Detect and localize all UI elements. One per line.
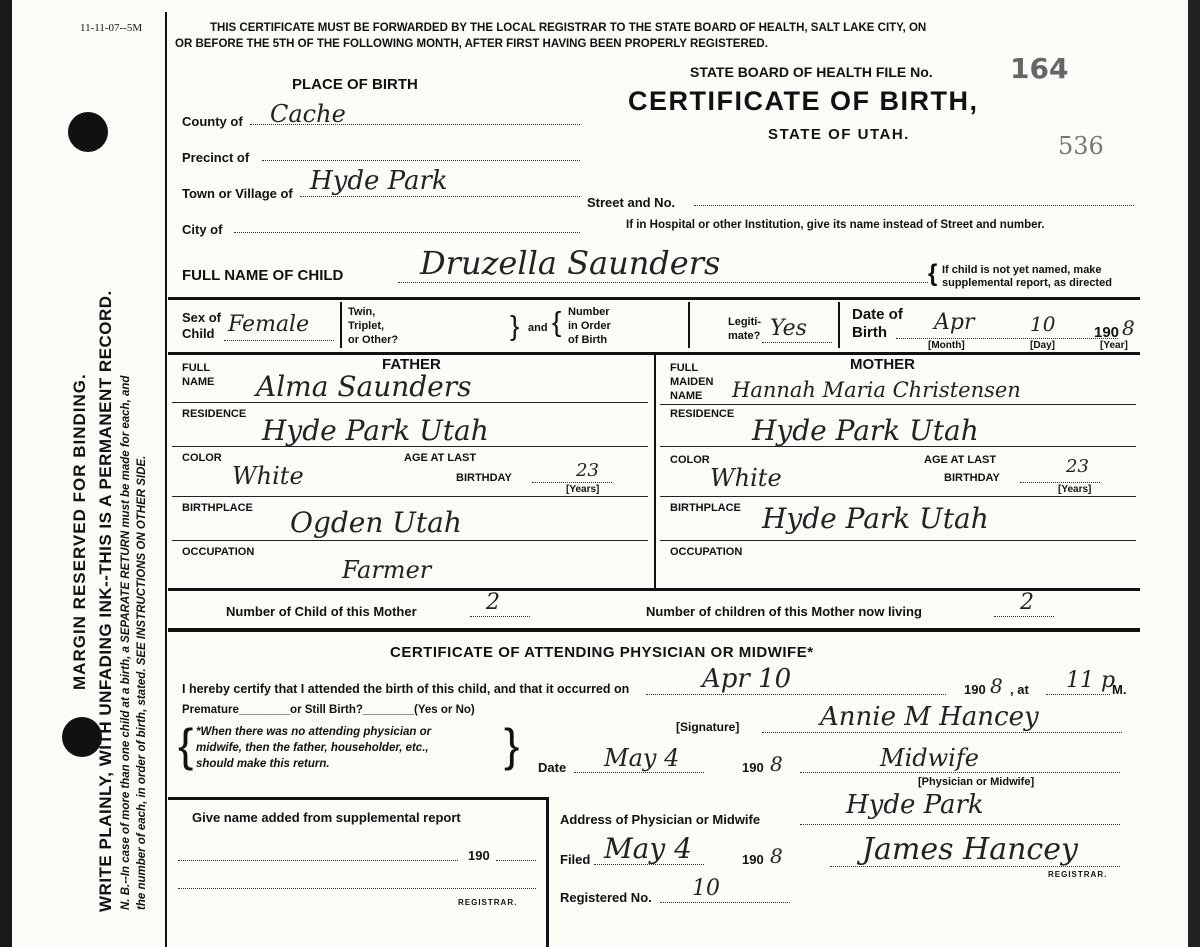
sex-label-2: Child	[182, 326, 215, 341]
birth-certificate: 11-11-07--5M MARGIN RESERVED FOR BINDING. WRITE PLAINLY, WITH UNFADING INK--THIS IS A PERMANENT RECORD. N. B.--In case of more than one child at a birth, a SEPARATE RETURN must be made for each, and the number of each, in order of birth, stated. SEE INSTRUCTIONS ON OTHER SIDE. THIS CERTIFICATE MUST BE FORWARDED BY THE LOCAL REGISTRAR TO THE STATE BOARD OF HEALTH, SALT LAKE CITY, ON OR BEFORE THE 5TH OF THE FOLLOWING MONTH, AFTER FIRST HAVING BEEN PROPERLY REGISTERED. PLACE OF BIRTH STATE BOARD OF HEALTH FILE No. 164 CERTIFICATE OF BIRTH, STATE OF UTAH. 536 County of Cache Precinct of Town or Village of Hyde Park City of Street and No. If in Hospital or other Institution, give its name instead of Street and number. FULL NAME OF CHILD Druzella Saunders { If child is not yet named, make supplemental report, as directed Sex of Child Female Twin, Triplet, or Other? } and { Number in Order of Birth Legiti- mate? Yes Date of Birth Apr 10 190 8 [Month] [Day] [Year] FATHER FULL NAME Alma Saunders RESIDENCE Hyde Park Utah COLOR White AGE AT LAST BIRTHDAY 23 [Years] BIRTHPLACE Ogden Utah OCCUPATION Farmer MOTHER FULL MAIDEN NAME Hannah Maria Christensen RESIDENCE Hyde Park Utah COLOR White AGE AT LAST BIRTHDAY 23 [Years] BIRTHPLACE Hyde Park Utah OCCUPATION Number of Child of this Mother 2 Number of children of this Mother now living 2 CERTIFICATE OF ATTENDING PHYSICIAN OR MIDWIFE* I hereby certify that I attended the birth of this child, and that it occurred on Apr 10 190 8 , at 11 p M. Premature________or Still Birth?________(Yes or No) [Signature] Annie M Hancey { *When there was no attending physician or midwife, then the father, householder, etc., should make this return. } Date May 4 190 8 Midwife [Physician or Midwife] Give name added from supplemental report 190 REGISTRAR. Address of Physician or Midwife Hyde Park Filed May 4 190 8 James Hancey REGISTRAR. Registered No. 10	[0, 0, 1200, 947]
father-residence-value: Hyde Park Utah	[262, 414, 489, 447]
registered-label: Registered No.	[560, 890, 652, 905]
legit-label-2: mate?	[728, 330, 761, 342]
father-color-label: COLOR	[182, 452, 222, 464]
certificate-title: CERTIFICATE OF BIRTH,	[628, 86, 979, 116]
mother-birthplace-label: BIRTHPLACE	[670, 502, 741, 514]
registrar-signature: James Hancey	[862, 832, 1078, 867]
birth-year-hw: 8	[1122, 316, 1135, 340]
order-label-3: of Birth	[568, 334, 608, 346]
date-signed-year-hw: 8	[770, 752, 783, 776]
name-note-1: If child is not yet named, make	[942, 264, 1102, 276]
county-label: County of	[182, 114, 243, 129]
legit-value: Yes	[770, 316, 807, 341]
signature-label: [Signature]	[676, 720, 740, 734]
town-value: Hyde Park	[310, 166, 448, 196]
date-signed-year-print: 190	[742, 760, 764, 775]
child-name-value: Druzella Saunders	[420, 244, 721, 282]
no-physician-note-1: *When there was no attending physician or	[196, 726, 432, 738]
attend-heading: CERTIFICATE OF ATTENDING PHYSICIAN OR MIDWIFE*	[390, 644, 814, 661]
name-note-2: supplemental report, as directed	[942, 277, 1112, 289]
supplemental-year: 190	[468, 848, 490, 863]
supplemental-heading: Give name added from supplemental report	[192, 810, 461, 825]
attend-year-print: 190	[964, 682, 986, 697]
twin-label-1: Twin,	[348, 306, 376, 318]
father-color-value: White	[232, 462, 304, 490]
no-physician-note-3: should make this return.	[196, 758, 330, 770]
date-signed-value: May 4	[604, 744, 680, 772]
filed-year-print: 190	[742, 852, 764, 867]
filed-label: Filed	[560, 852, 591, 867]
father-birthplace-label: BIRTHPLACE	[182, 502, 253, 514]
living-value: 2	[1020, 590, 1034, 615]
file-no-label: STATE BOARD OF HEALTH FILE No.	[690, 64, 933, 80]
no-physician-note-2: midwife, then the father, householder, etc.,	[196, 742, 429, 754]
father-name-value: Alma Saunders	[256, 370, 472, 403]
mother-color-label: COLOR	[670, 454, 710, 466]
father-years-caption: [Years]	[566, 484, 600, 495]
margin-nb-note-2: the number of each, in order of birth, stated. SEE INSTRUCTIONS ON OTHER SIDE.	[136, 455, 148, 910]
registrar-caption: REGISTRAR.	[1048, 870, 1108, 879]
physician-signature: Annie M Hancey	[820, 702, 1039, 732]
town-label: Town or Village of	[182, 186, 293, 201]
hospital-note: If in Hospital or other Institution, give its name instead of Street and number.	[626, 219, 1045, 231]
attend-at: , at	[1010, 682, 1029, 697]
legit-label-1: Legiti-	[728, 316, 761, 328]
birth-year-print: 190	[1094, 324, 1120, 341]
sex-value: Female	[228, 312, 310, 337]
attend-year-hw: 8	[990, 674, 1003, 698]
mother-name-label-3: NAME	[670, 390, 703, 402]
birth-day: 10	[1030, 312, 1056, 336]
child-name-label: FULL NAME OF CHILD	[182, 267, 344, 284]
date-of-birth-label-1: Date of	[852, 306, 903, 323]
father-name-label-1: FULL	[182, 362, 211, 374]
order-label-2: in Order	[568, 320, 611, 332]
attend-m: M.	[1112, 682, 1127, 697]
father-occupation-value: Farmer	[342, 556, 432, 584]
address-value: Hyde Park	[846, 790, 984, 820]
filed-year-hw: 8	[770, 844, 783, 868]
filed-date: May 4	[604, 832, 692, 865]
and-label: and	[528, 322, 548, 334]
forwarding-notice-1: THIS CERTIFICATE MUST BE FORWARDED BY THE LOCAL REGISTRAR TO THE STATE BOARD OF HEALTH, SALT LAKE CITY, ON	[210, 22, 927, 34]
role-caption: [Physician or Midwife]	[918, 776, 1035, 788]
father-heading: FATHER	[382, 356, 441, 373]
binding-hole-top	[68, 112, 108, 152]
father-name-label-2: NAME	[182, 376, 215, 388]
father-age-value: 23	[576, 460, 599, 481]
mother-age-label-2: BIRTHDAY	[944, 472, 1000, 484]
place-of-birth-heading: PLACE OF BIRTH	[292, 76, 418, 93]
father-occupation-label: OCCUPATION	[182, 546, 255, 558]
year-caption: [Year]	[1100, 340, 1128, 351]
day-caption: [Day]	[1030, 340, 1056, 351]
county-value: Cache	[270, 100, 346, 128]
father-birthplace-value: Ogden Utah	[290, 506, 462, 539]
name-brace: {	[928, 260, 938, 287]
premature-line: Premature________or Still Birth?________(Yes or No)	[182, 704, 475, 716]
order-label-1: Number	[568, 306, 610, 318]
date-of-birth-label-2: Birth	[852, 324, 887, 341]
certify-text: I hereby certify that I attended the birth of this child, and that it occurred on	[182, 682, 630, 696]
mother-residence-label: RESIDENCE	[670, 408, 735, 420]
living-label: Number of children of this Mother now living	[646, 604, 922, 619]
birth-month: Apr	[934, 310, 975, 335]
street-label: Street and No.	[587, 195, 676, 210]
sex-label-1: Sex of	[182, 310, 222, 325]
precinct-label: Precinct of	[182, 150, 250, 165]
state-line: STATE OF UTAH.	[768, 126, 910, 143]
role-value: Midwife	[880, 744, 979, 772]
child-number-label: Number of Child of this Mother	[226, 604, 417, 619]
mother-residence-value: Hyde Park Utah	[752, 414, 979, 447]
mother-age-label-1: AGE AT LAST	[924, 454, 997, 466]
form-code: 11-11-07--5M	[80, 22, 143, 34]
registered-no: 10	[692, 876, 720, 901]
twin-label-2: Triplet,	[348, 320, 385, 332]
child-number-value: 2	[486, 590, 500, 615]
mother-name-value: Hannah Maria Christensen	[732, 378, 1021, 402]
attend-time: 11 p	[1066, 668, 1116, 693]
mother-heading: MOTHER	[850, 356, 915, 373]
forwarding-notice-2: OR BEFORE THE 5TH OF THE FOLLOWING MONTH, AFTER FIRST HAVING BEEN PROPERLY REGISTERED.	[175, 38, 768, 50]
twin-label-3: or Other?	[348, 334, 399, 346]
left-border	[165, 12, 167, 947]
father-age-label-2: BIRTHDAY	[456, 472, 512, 484]
right-edge	[1188, 0, 1200, 947]
mother-name-label-1: FULL	[670, 362, 699, 374]
attend-date: Apr 10	[702, 664, 792, 694]
date-signed-label: Date	[538, 760, 567, 775]
mother-years-caption: [Years]	[1058, 484, 1092, 495]
mother-age-value: 23	[1066, 456, 1089, 477]
margin-permanent-note: WRITE PLAINLY, WITH UNFADING INK--THIS IS A PERMANENT RECORD.	[96, 290, 115, 912]
mother-color-value: White	[710, 464, 782, 492]
margin-number: 536	[1058, 132, 1104, 160]
father-age-label-1: AGE AT LAST	[404, 452, 477, 464]
mother-birthplace-value: Hyde Park Utah	[762, 502, 989, 535]
address-label: Address of Physician or Midwife	[560, 812, 761, 827]
margin-binding-note: MARGIN RESERVED FOR BINDING.	[70, 373, 89, 690]
city-label: City of	[182, 222, 223, 237]
mother-name-label-2: MAIDEN	[670, 376, 714, 388]
mother-occupation-label: OCCUPATION	[670, 546, 743, 558]
left-edge	[0, 0, 12, 947]
month-caption: [Month]	[928, 340, 965, 351]
file-no: 164	[1010, 52, 1069, 85]
father-residence-label: RESIDENCE	[182, 408, 247, 420]
margin-nb-note-1: N. B.--In case of more than one child at a birth, a SEPARATE RETURN must be made for each, and	[120, 375, 132, 910]
supplemental-registrar: REGISTRAR.	[458, 898, 518, 907]
